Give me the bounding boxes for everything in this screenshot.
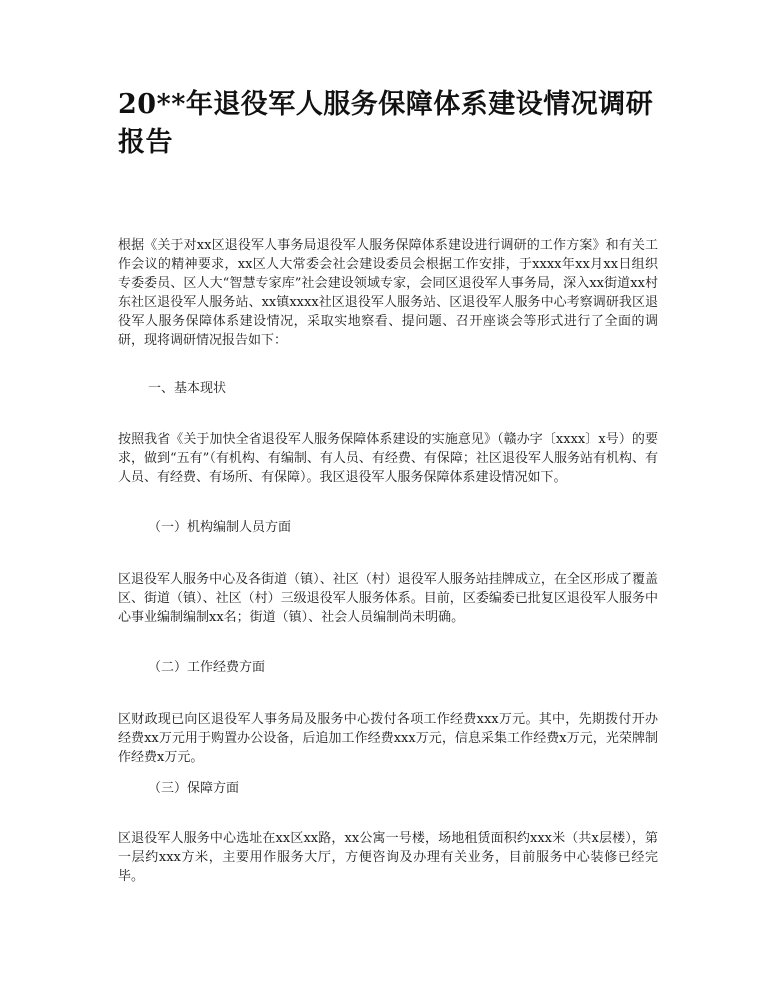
subsection-paragraph-staffing: 区退役军人服务中心及各街道（镇）、社区（村）退役军人服务站挂牌成立，在全区形成了覆盖区、街道（镇）、社区（村）三级退役军人服务体系。目前，区委编委已批复区退役军人服务中心事业编制编制xx名；街道（镇）、社会人员编制尚未明确。 bbox=[118, 572, 658, 625]
intro-paragraph: 根据《关于对xx区退役军人事务局退役军人服务保障体系建设进行调研的工作方案》和有关工作会议的精神要求，xx区人大常委会社会建设委员会根据工作安排，于xxxx年xx月xx日组织专委委员、区人大“智慧专家库”社会建设领域专家，会同区退役军人事务局，深入xx街道xx村东社区退役军人服务站、xx镇xxxx社区退役军人服务站、区退役军人服务中心考察调研我区退役军人服务保障体系建设情况，采取实地察看、提问题、召开座谈会等形式进行了全面的调研，现将调研情况报告如下： bbox=[118, 238, 658, 348]
subsection-heading-funding: （二）工作经费方面 bbox=[148, 660, 266, 675]
subsection-heading-staffing: （一）机构编制人员方面 bbox=[148, 520, 292, 535]
subsection-paragraph-support: 区退役军人服务中心选址在xx区xx路，xx公寓一号楼，场地租赁面积约xxx米（共x层楼），第一层约xxx方米，主要用作服务大厅，方便咨询及办理有关业务，目前服务中心装修已经完毕。 bbox=[118, 831, 658, 884]
section-heading-basic-status: 一、基本现状 bbox=[148, 381, 227, 396]
section-paragraph-basic-status: 按照我省《关于加快全省退役军人服务保障体系建设的实施意见》（赣办字〔xxxx〕x号）的要求，做到“五有”（有机构、有编制、有人员、有经费、有保障；社区退役军人服务站有机构、有人员、有经费、有场所、有保障）。我区退役军人服务保障体系建设情况如下。 bbox=[118, 432, 658, 485]
subsection-heading-support: （三）保障方面 bbox=[148, 781, 240, 796]
subsection-paragraph-funding: 区财政现已向区退役军人事务局及服务中心拨付各项工作经费xxx万元。其中，先期拨付开办经费xx万元用于购置办公设备，后追加工作经费xxx万元，信息采集工作经费x万元，光荣牌制作经费x万元。 bbox=[118, 712, 658, 765]
document-title: 20**年退役军人服务保障体系建设情况调研报告 bbox=[118, 89, 654, 158]
